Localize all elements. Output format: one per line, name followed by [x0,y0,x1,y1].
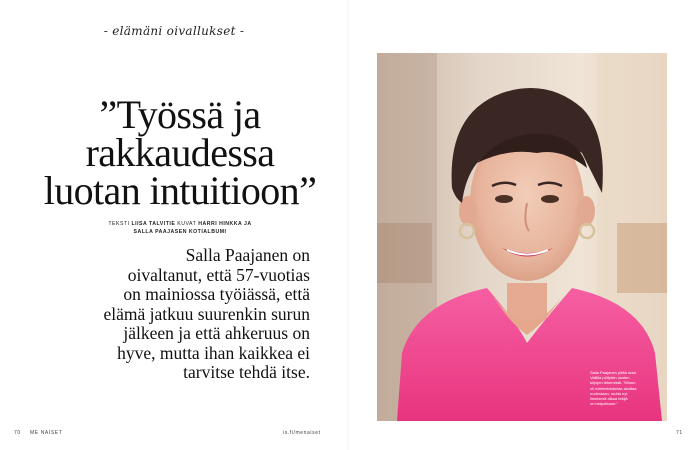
page-gutter [347,0,349,450]
lead-line: Salla Paajanen on [185,245,310,265]
lead-line: jälkeen ja että ahkeruus on [123,323,310,343]
section-tag: - elämäni oivallukset - [103,24,245,38]
portrait-illustration [377,53,667,421]
magazine-url: is.fi/menaiset [283,430,321,436]
credits [90,220,270,236]
lead-line: on mainiossa työiässä, että [123,284,310,304]
portrait-photo [377,53,667,421]
lead-line: oivaltanut, että 57-vuotias [127,264,310,285]
headline-line: rakkaudessa [85,130,275,175]
credits-writer: LIISA TALVITIE [131,221,176,227]
credits-line-2: SALLA PAAJASEN KOTIALBUMI [133,229,227,235]
caption-line: kirjojen tekemistä. "Minun [590,380,636,386]
lead-line: tarvitse tehdä itse. [183,362,310,382]
headline [40,92,320,213]
credits-photographer: HARRI HINKKA JA [198,221,252,227]
caption-line: Vallilla pöllyisin uusien [590,375,630,381]
headline-line: ”Työssä ja [99,92,261,137]
lead-paragraph [90,246,310,383]
credits-photo-label: KUVAT [177,221,197,227]
page-number-right: 71 [676,430,683,436]
lead-line: hyve, mutta ihan kaikkea ei [117,342,310,363]
magazine-name: ME NAISET [30,430,63,436]
caption-line: Salla Paajanen pitää uraa [590,370,636,375]
caption-line: ilmeisesti alkaa tekijä [590,396,628,402]
credits-line [90,220,270,228]
caption-line: uudestaan, mutta nyt [590,390,628,396]
credits-text-label: TEKSTI [108,221,130,227]
caption-line: oli mielenkiintoista aloittaa [590,385,637,391]
lead-line: elämä jatkuu suurenkin surun [103,303,310,324]
photo-caption [590,370,656,406]
headline-line: luotan intuitioon” [43,168,317,213]
caption-line: on helpottunut." [590,401,618,407]
page-number-left: 70 [14,430,21,436]
